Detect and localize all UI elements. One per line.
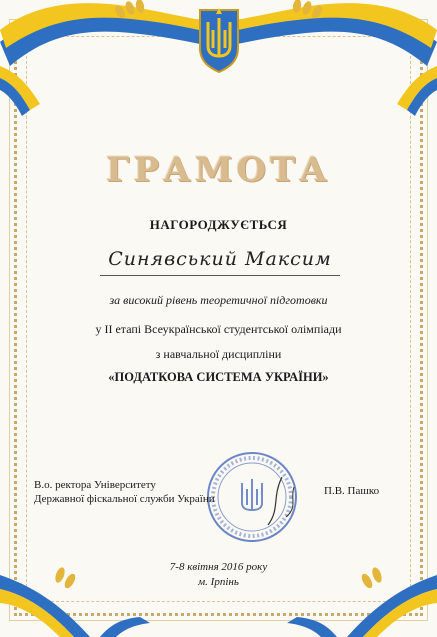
position-line-2: Державної фіскальної служби України [34,493,215,505]
award-place: м. Ірпінь [198,576,239,588]
reason-line-2: у ІІ етапі Всеукраїнської студентської олімпіади [95,322,342,336]
award-date: 7-8 квітня 2016 року [169,561,268,573]
name-underline [100,275,340,276]
position-line-1: В.о. ректора Університету [34,479,156,491]
reason-line-3: з навчальної дисципліни [155,347,282,361]
official-seal-icon [202,447,302,547]
reason-line-1: за високий рівень теоретичної підготовки [109,293,328,307]
certificate-title: ГРАМОТА [106,150,331,190]
signatory-position [34,478,215,506]
discipline-name: «ПОДАТКОВА СИСТЕМА УКРАЇНИ» [108,370,329,384]
awarded-label: НАГОРОДЖУЄТЬСЯ [149,217,288,232]
trident-coat-of-arms-icon [196,4,242,74]
date-place [0,560,437,590]
recipient-name: Синявський Максим [108,248,332,270]
signatory-name: П.В. Пашко [324,485,380,497]
bottom-ribbon-icon [0,545,437,637]
